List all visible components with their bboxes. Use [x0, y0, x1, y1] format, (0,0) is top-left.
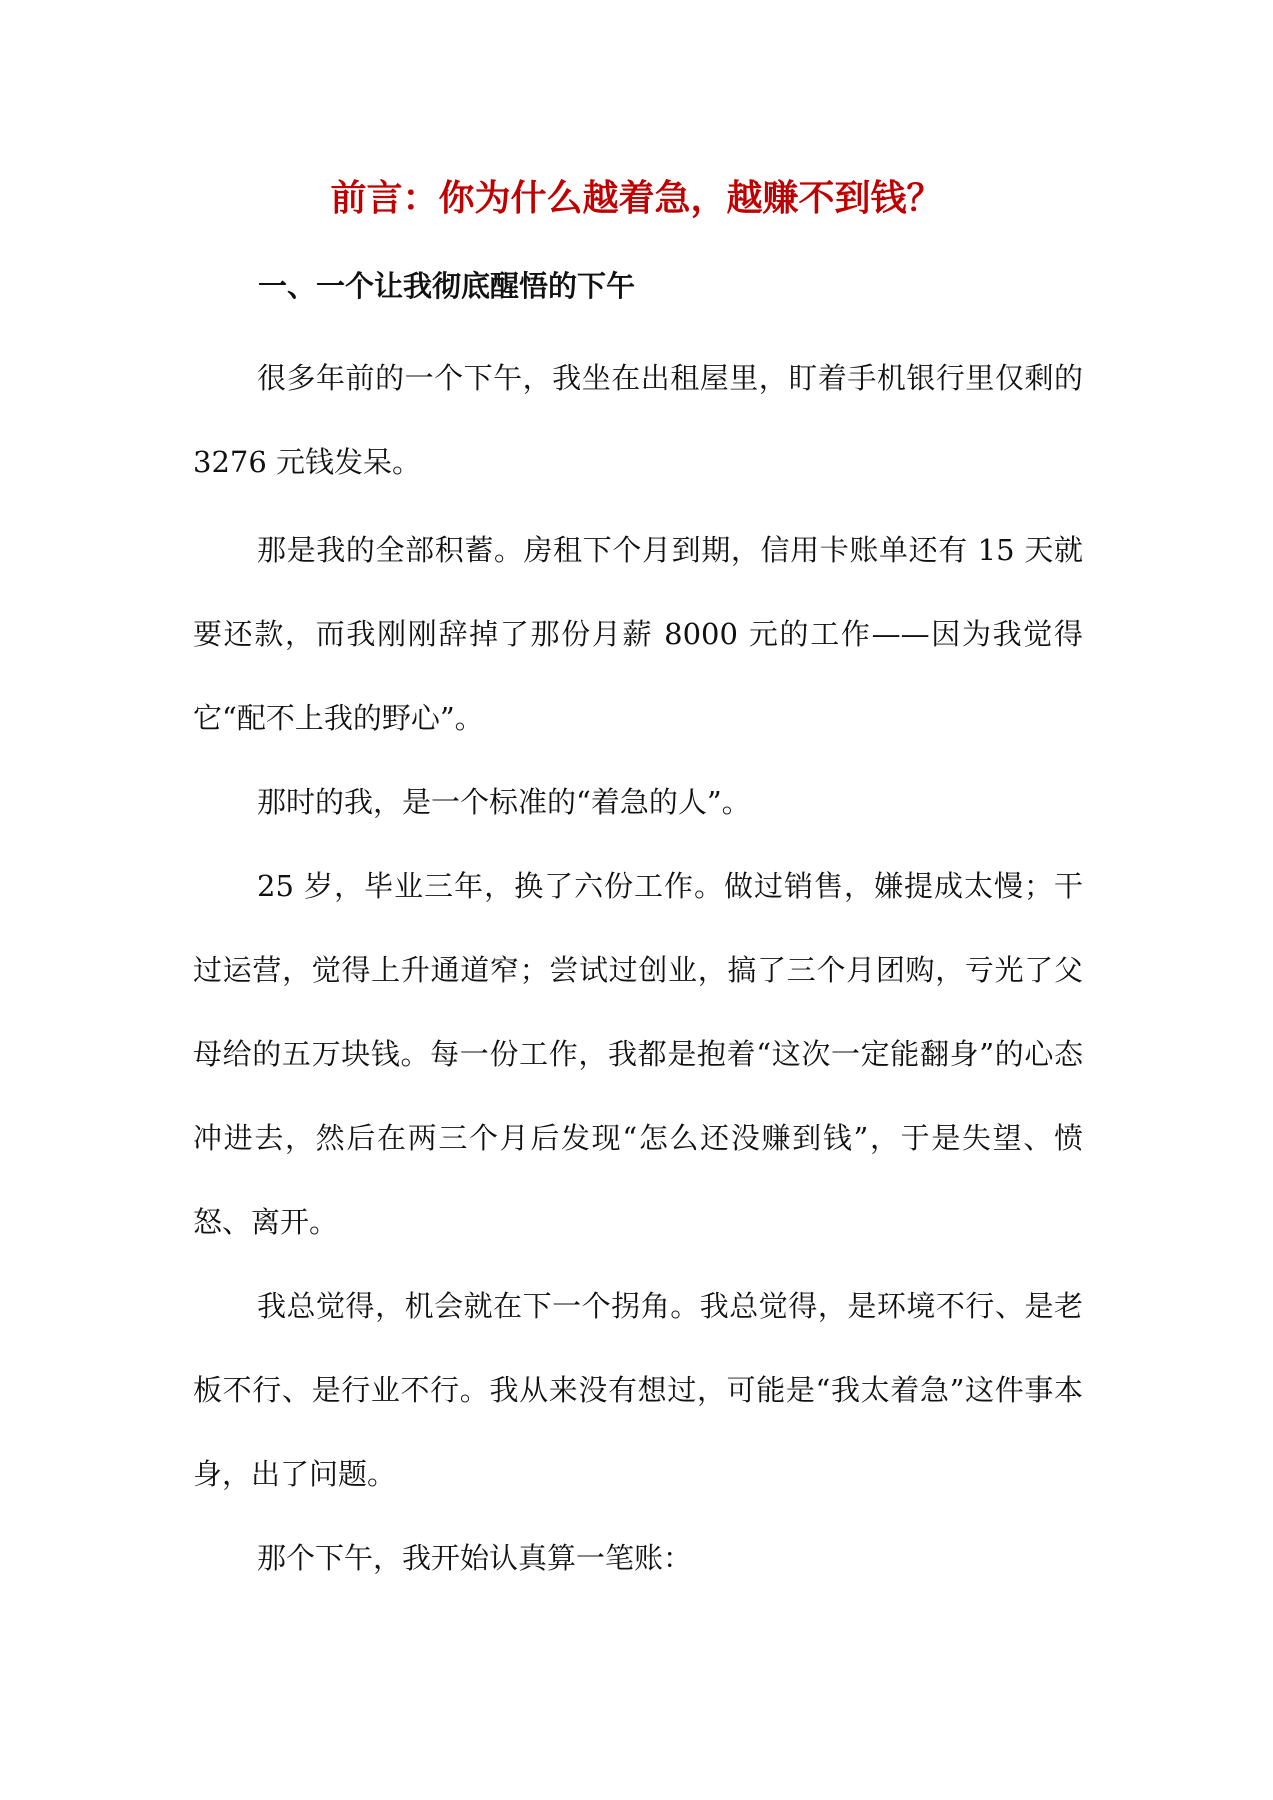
paragraph-2: 那是我的全部积蓄。房租下个月到期，信用卡账单还有 15 天就要还款，而我刚刚辞掉了那份月薪 8000 元的工作——因为我觉得它“配不上我的野心”。 — [193, 533, 1083, 735]
section-heading: 一、一个让我彻底醒悟的下午 — [258, 269, 636, 303]
paragraph-6: 那个下午，我开始认真算一笔账： — [257, 1541, 693, 1575]
paragraph-3: 那时的我，是一个标准的“着急的人”。 — [257, 785, 751, 819]
paragraph-4: 25 岁，毕业三年，换了六份工作。做过销售，嫌提成太慢；干过运营，觉得上升通道窄；尝试过创业，搞了三个月团购，亏光了父母给的五万块钱。每一份工作，我都是抱着“这次一定能翻身”的心态冲进去，然后在两三个月后发现“怎么还没赚到钱”，于是失望、愤怒、离开。 — [193, 869, 1083, 1239]
page-title: 前言：你为什么越着急，越赚不到钱？ — [330, 177, 943, 219]
paragraph-1: 很多年前的一个下午，我坐在出租屋里，盯着手机银行里仅剩的 3276 元钱发呆。 — [193, 361, 1083, 479]
paragraph-5: 我总觉得，机会就在下一个拐角。我总觉得，是环境不行、是老板不行、是行业不行。我从来没有想过，可能是“我太着急”这件事本身，出了问题。 — [193, 1289, 1083, 1491]
